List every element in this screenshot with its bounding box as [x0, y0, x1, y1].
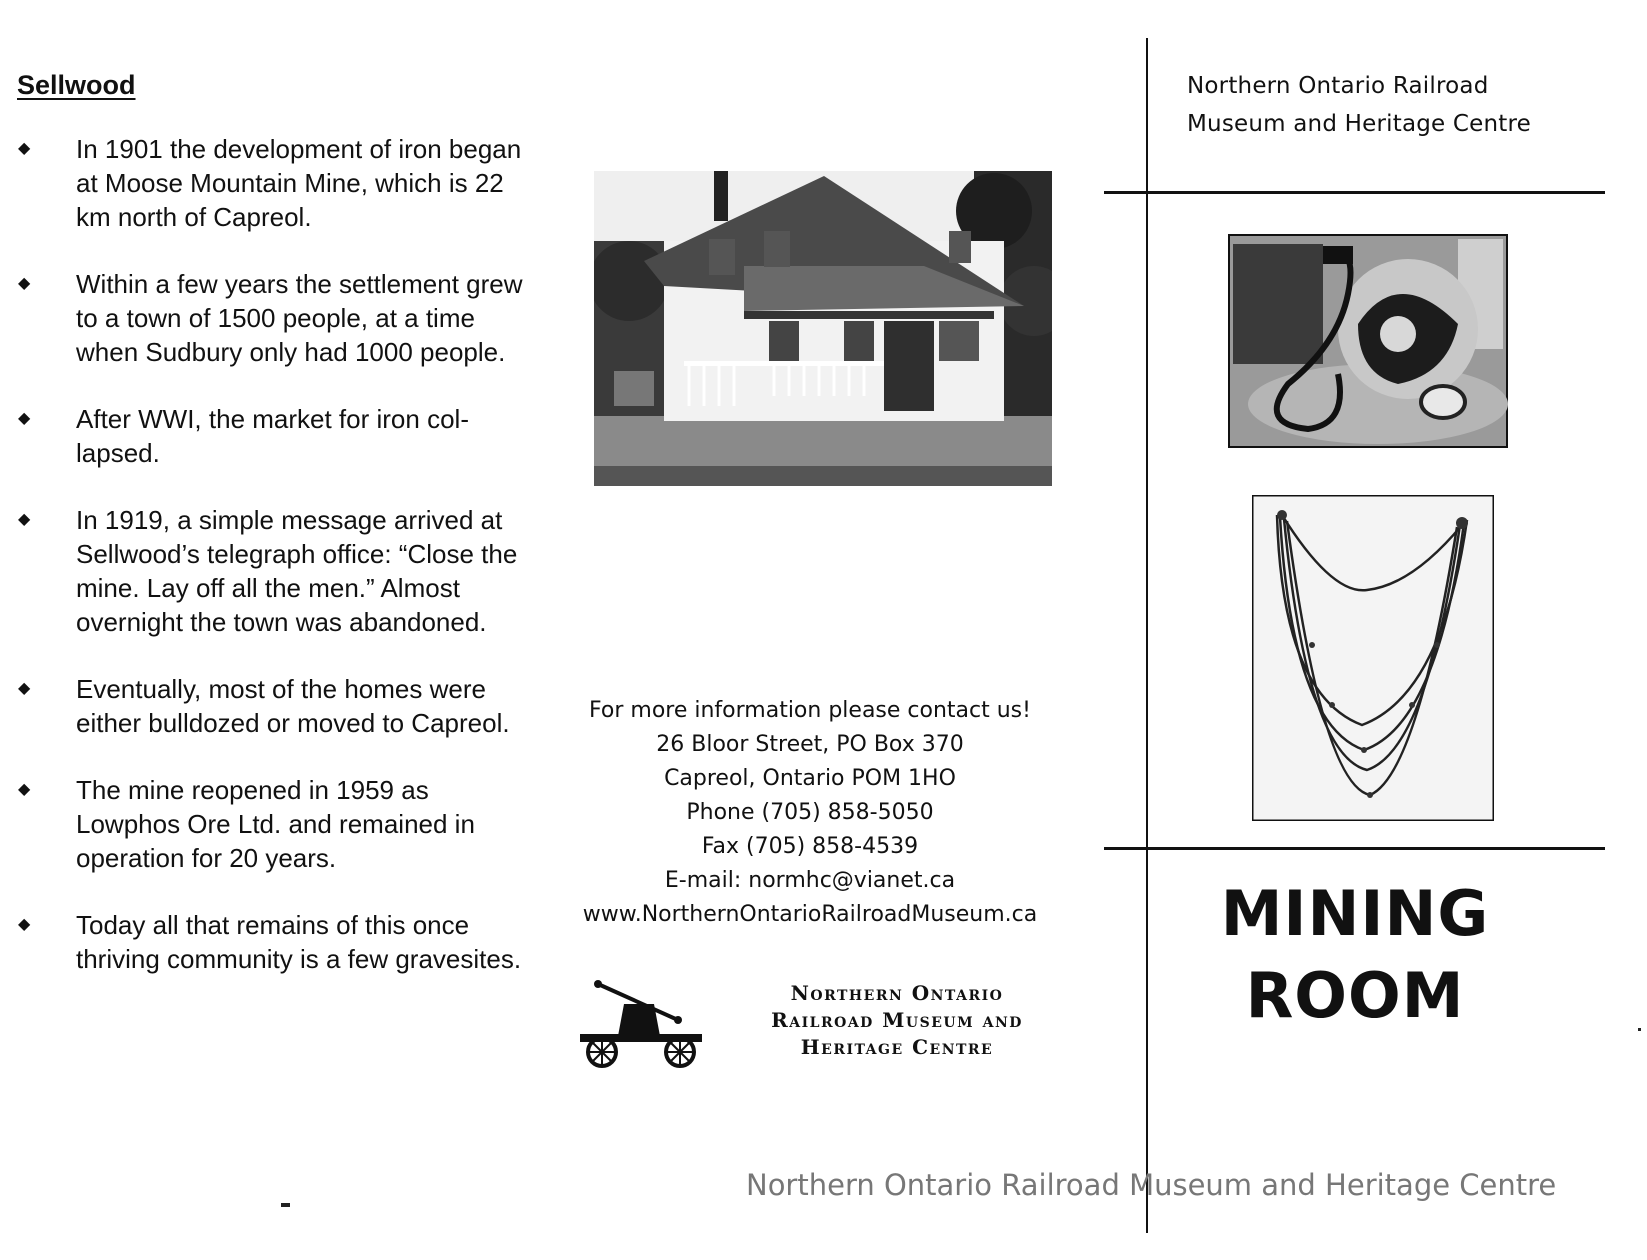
watermark: Northern Ontario Railroad Museum and Heritage Centre [746, 1168, 1557, 1202]
bullet-text: In 1901 the development of iron began at Moose Mountain Mine, which is 22 km north of Capreol. [76, 134, 522, 232]
scan-speck [1638, 1028, 1641, 1031]
logo-line: Railroad Museum and [771, 1008, 1023, 1032]
contact-city: Capreol, Ontario POM 1HO [664, 766, 956, 791]
museum-name-line: Museum and Heritage Centre [1187, 111, 1532, 137]
scan-speck [281, 1203, 290, 1207]
contact-street: 26 Bloor Street, PO Box 370 [656, 732, 964, 757]
logo-line: Heritage Centre [800, 1035, 994, 1059]
contact-block [560, 694, 1060, 932]
museum-name-line: Northern Ontario Railroad [1187, 73, 1489, 99]
contact-website: www.NorthernOntarioRailroadMuseum.ca [582, 902, 1038, 927]
section-heading: Sellwood [17, 70, 136, 100]
diamond-bullet-icon: ◆ [18, 511, 31, 528]
diamond-bullet-icon: ◆ [18, 275, 31, 292]
history-bullet-list [16, 132, 536, 1009]
diamond-bullet-icon: ◆ [18, 781, 31, 798]
list-item [16, 672, 536, 740]
diamond-bullet-icon: ◆ [18, 916, 31, 933]
list-item [16, 267, 536, 369]
house-photo [594, 171, 1052, 486]
railway-handcar-icon [578, 980, 706, 1068]
list-item [16, 773, 536, 875]
list-item [16, 503, 536, 639]
bullet-text: After WWI, the market for iron col-lapsed. [76, 404, 469, 468]
contact-fax: Fax (705) 858-4539 [701, 834, 919, 859]
bullet-text: In 1919, a simple message arrived at Sellwood’s telegraph office: “Close the mine. Lay off all the men.” Almost overnight the town was abandoned. [76, 505, 518, 637]
list-item [16, 132, 536, 234]
bullet-text: Eventually, most of the homes were either bulldozed or moved to Capreol. [76, 674, 510, 738]
page-title [1170, 873, 1540, 1037]
necklace-photo [1252, 495, 1494, 821]
diamond-bullet-icon: ◆ [18, 140, 31, 157]
list-item [16, 908, 536, 976]
contact-phone: Phone (705) 858-5050 [686, 800, 934, 825]
divider [1104, 847, 1605, 850]
title-line: MINING [1220, 877, 1490, 950]
museum-name-heading [1187, 67, 1607, 143]
fold-line [1146, 38, 1148, 1233]
contact-heading: For more information please contact us! [589, 698, 1031, 723]
logo-line: Northern Ontario [790, 981, 1004, 1005]
title-line: ROOM [1245, 959, 1465, 1032]
museum-logo-text [742, 980, 1052, 1061]
list-item [16, 402, 536, 470]
miner-lamp-photo [1228, 234, 1508, 448]
bullet-text: Within a few years the settlement grew to a town of 1500 people, at a time when Sudbury only had 1000 people. [76, 269, 523, 367]
diamond-bullet-icon: ◆ [18, 680, 31, 697]
bullet-text: The mine reopened in 1959 as Lowphos Ore Ltd. and remained in operation for 20 years. [76, 775, 475, 873]
bullet-text: Today all that remains of this once thriving community is a few gravesites. [76, 910, 522, 974]
contact-email: E-mail: normhc@vianet.ca [664, 868, 956, 893]
diamond-bullet-icon: ◆ [18, 410, 31, 427]
divider [1104, 191, 1605, 194]
